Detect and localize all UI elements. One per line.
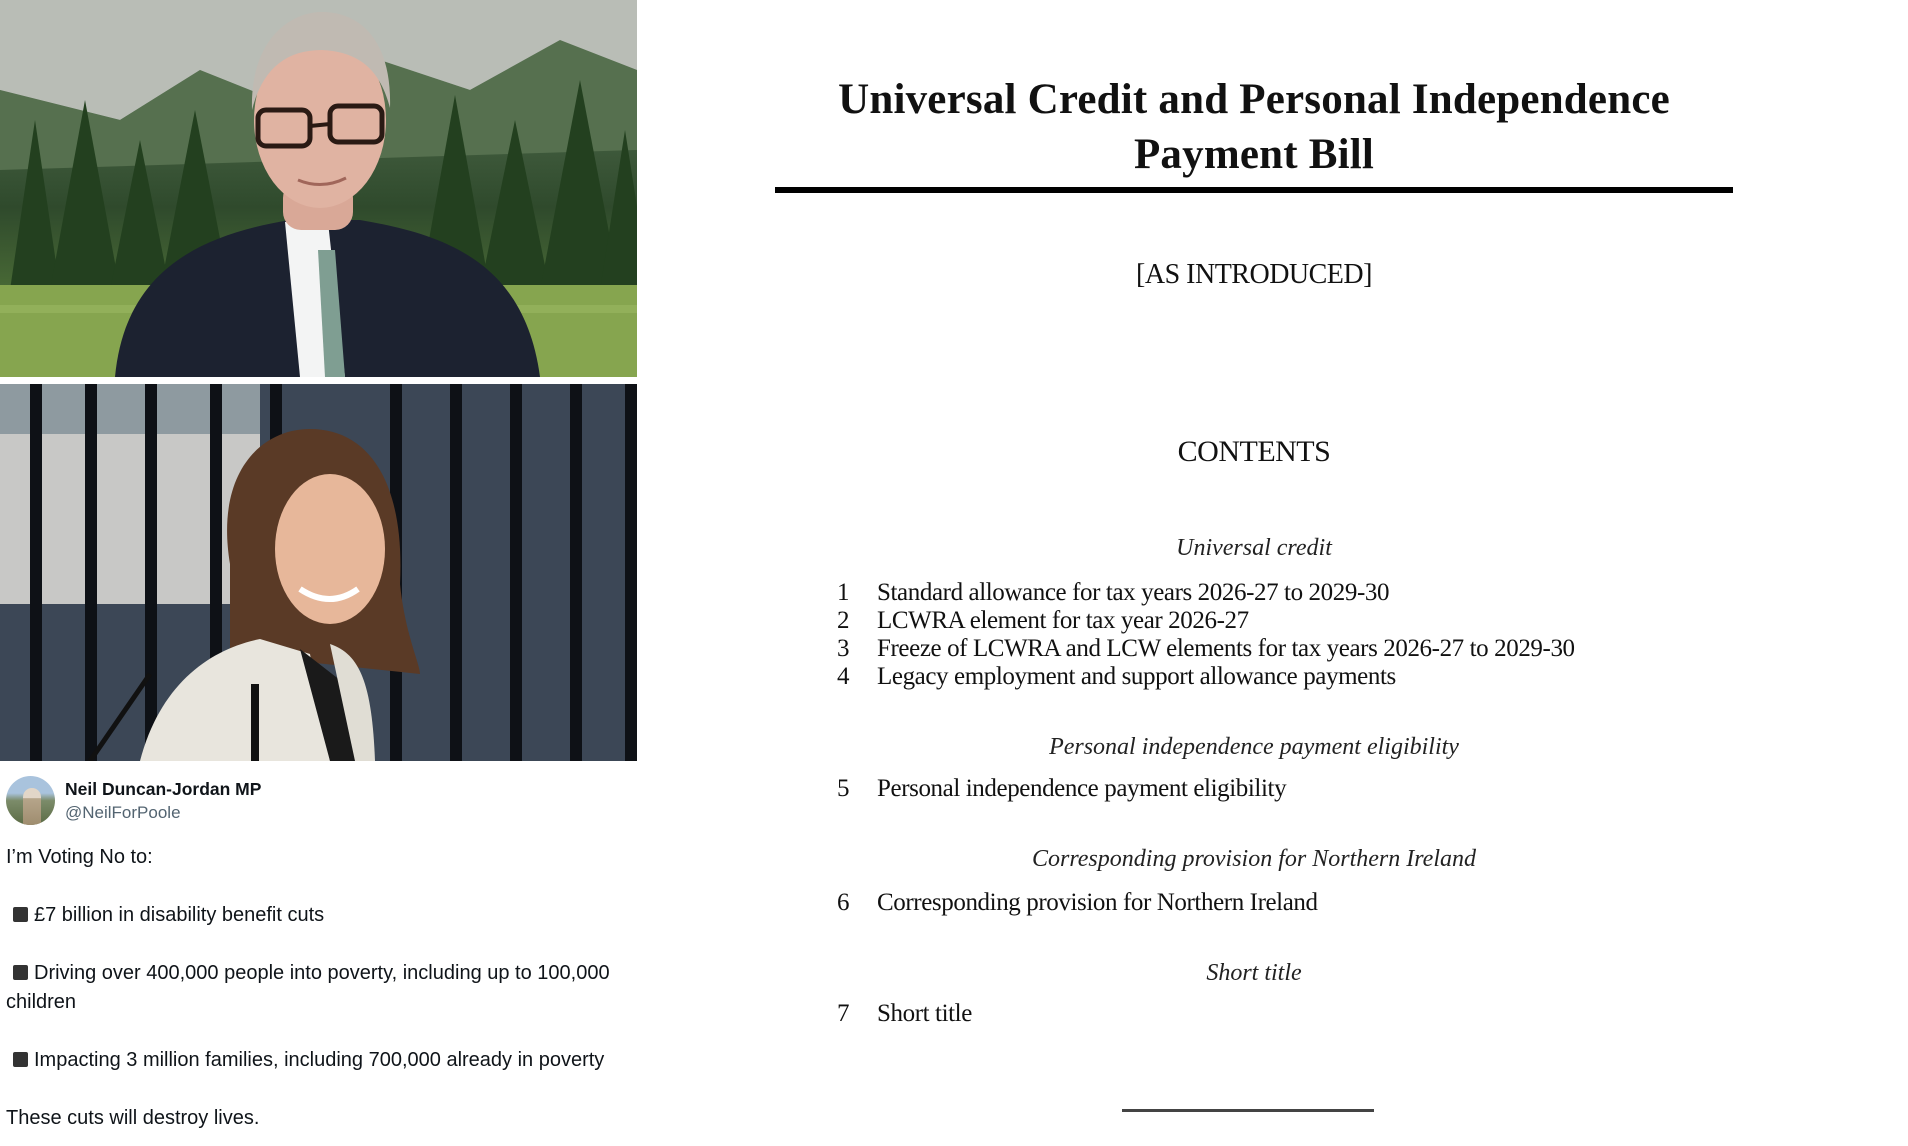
toc-item-1[interactable] [837,579,1389,607]
toc-number: 1 [837,579,850,606]
toc-item-2[interactable] [837,607,1249,635]
toc-text: LCWRA element for tax year 2026-27 [877,607,1249,634]
toc-item-6[interactable] [837,889,1318,917]
bill-title-line-2: Payment Bill [1133,131,1375,178]
photo-woman-in-white-jacket [0,384,637,761]
bill-status: [AS INTRODUCED] [1136,259,1372,290]
tweet-bullet-1 [6,901,645,930]
toc-text: Short title [877,1000,972,1027]
tweet-card [0,761,645,1146]
toc-number: 4 [837,663,850,690]
section-heading-pip-eligibility: Personal independence payment eligibility [1049,734,1459,760]
toc-number: 6 [837,889,850,916]
toc-text: Legacy employment and support allowance payments [877,663,1396,690]
toc-text: Freeze of LCWRA and LCW elements for tax years 2026-27 to 2029-30 [877,635,1575,662]
toc-number: 2 [837,607,850,634]
toc-text: Standard allowance for tax years 2026-27 to 2029-30 [877,579,1390,606]
bill-document-page [700,0,1908,1146]
photo-illustration [0,384,637,761]
black-square-icon [13,907,28,922]
avatar-person-figure [23,788,41,825]
black-square-icon [13,1052,28,1067]
toc-item-4[interactable] [837,663,1396,691]
black-square-icon [13,965,28,980]
end-rule-divider [1122,1109,1374,1112]
toc-number: 3 [837,635,850,662]
tweet-body [6,843,645,1146]
toc-number: 5 [837,775,850,802]
toc-text: Corresponding provision for Northern Ireland [877,889,1318,916]
toc-item-7[interactable] [837,1000,972,1028]
bill-title-line-1: Universal Credit and Personal Independence [838,76,1670,123]
contents-heading: CONTENTS [1177,435,1331,468]
author-handle[interactable]: @NeilForPoole [65,803,181,822]
tweet-bullet-2 [6,959,645,1017]
toc-number: 7 [837,1000,850,1027]
author-name[interactable]: Neil Duncan-Jordan MP [65,779,262,799]
bill-title [775,72,1733,182]
photo-man-in-suit [0,0,637,377]
section-heading-northern-ireland: Corresponding provision for Northern Ireland [1031,846,1476,872]
tweet-intro: I’m Voting No to: [6,846,153,868]
author-avatar[interactable] [6,776,55,825]
tweet-bullet-text: Driving over 400,000 people into poverty, including up to 100,000 children [6,962,610,1013]
tweet-bullet-text: £7 billion in disability benefit cuts [34,904,325,926]
toc-text: Personal independence payment eligibility [877,775,1287,802]
section-heading-short-title: Short title [1206,960,1302,986]
title-rule-divider [775,187,1733,193]
toc-item-5[interactable] [837,775,1286,803]
toc-item-3[interactable] [837,635,1575,663]
section-heading-universal-credit: Universal credit [1176,535,1332,561]
tweet-bullet-text: Impacting 3 million families, including 700,000 already in poverty [34,1049,605,1071]
photo-illustration [0,0,637,377]
tweet-bullet-3 [6,1046,645,1075]
tweet-closing: These cuts will destroy lives. [6,1107,260,1129]
